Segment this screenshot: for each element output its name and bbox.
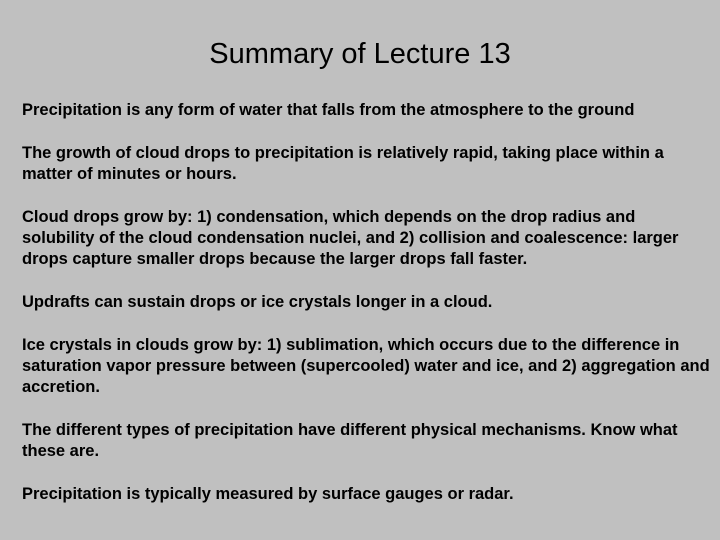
slide-title: Summary of Lecture 13	[209, 38, 511, 70]
paragraph-precipitation-definition: Precipitation is any form of water that falls from the atmosphere to the ground	[22, 101, 635, 119]
slide-body	[22, 100, 712, 527]
paragraph-ice-crystal-growth: Ice crystals in clouds grow by: 1) sublimation, which occurs due to the difference in saturation vapor pressure between (supercooled) water and ice, and 2) aggregation and accretion.	[22, 336, 710, 396]
paragraph-cloud-drop-growth: Cloud drops grow by: 1) condensation, which depends on the drop radius and solubility of the cloud condensation nuclei, and 2) collision and coalescence: larger drops capture smaller drops because the larger drops fall faster.	[22, 208, 679, 268]
paragraph-updrafts: Updrafts can sustain drops or ice crystals longer in a cloud.	[22, 293, 493, 311]
paragraph-growth-rate: The growth of cloud drops to precipitation is relatively rapid, taking place within a matter of minutes or hours.	[22, 144, 664, 183]
paragraph-measurement: Precipitation is typically measured by surface gauges or radar.	[22, 485, 514, 503]
paragraph-precipitation-types: The different types of precipitation have different physical mechanisms. Know what these are.	[22, 421, 678, 460]
